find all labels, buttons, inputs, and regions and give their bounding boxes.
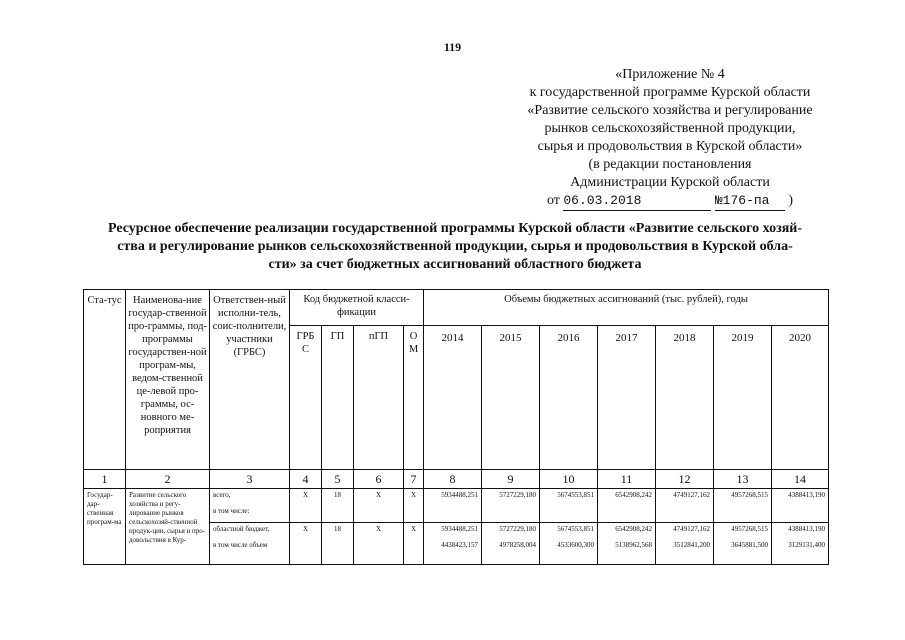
cell-gp: 18 — [322, 489, 354, 523]
value-total: 5934488,251 — [441, 525, 479, 533]
document-heading — [70, 220, 840, 274]
cell-om: X — [404, 489, 424, 523]
cell-value: 5727229,180 — [482, 489, 540, 523]
cell-value — [482, 523, 540, 565]
from-label: от — [546, 193, 560, 208]
value-regional: 3129131,400 — [788, 541, 826, 549]
heading-line: сти» за счет бюджетных ассигнований областного бюджета — [268, 257, 642, 272]
page-number: 119 — [443, 40, 462, 54]
appendix-date-line — [480, 192, 860, 211]
decree-number: №176-па — [715, 192, 785, 211]
appendix-line: «Развитие сельского хозяйства и регулирование — [527, 103, 813, 118]
cell-gp: 18 — [322, 523, 354, 565]
column-number: 1 — [84, 470, 126, 489]
cell-value: 4957268,515 — [714, 489, 772, 523]
header-year: 2019 — [714, 326, 772, 470]
value-total: 6542908,242 — [615, 525, 653, 533]
header-year: 2018 — [656, 326, 714, 470]
value-total: 4388413,190 — [788, 525, 826, 533]
column-number: 5 — [322, 470, 354, 489]
responsible-line: областной бюджет, — [213, 525, 270, 533]
decree-date: 06.03.2018 — [563, 192, 711, 211]
header-year: 2020 — [772, 326, 829, 470]
responsible-line: в том числе объем — [213, 541, 268, 549]
responsible-line: всего, — [213, 491, 231, 499]
cell-grbs: X — [290, 523, 322, 565]
cell-value: 4749127,162 — [656, 489, 714, 523]
header-responsible: Ответствен-ный исполни-тель, соис-полнители, участники (ГРБС) — [210, 290, 290, 470]
appendix-line: Администрации Курской области — [570, 175, 770, 190]
appendix-line: рынков сельскохозяйственной продукции, — [544, 121, 796, 136]
appendix-line: «Приложение № 4 — [615, 67, 725, 82]
header-volumes: Объемы бюджетных ассигнований (тыс. рублей), годы — [424, 290, 829, 326]
closing-paren: ) — [788, 193, 794, 208]
header-gp: ГП — [322, 326, 354, 470]
column-number: 11 — [598, 470, 656, 489]
value-regional: 5138962,568 — [615, 541, 653, 549]
heading-line: ства и регулирование рынков сельскохозяйственной продукции, сырья и продовольствия в Курской обла- — [117, 239, 793, 254]
column-number: 3 — [210, 470, 290, 489]
cell-value — [540, 523, 598, 565]
header-year: 2014 — [424, 326, 482, 470]
column-number: 12 — [656, 470, 714, 489]
cell-om: X — [404, 523, 424, 565]
cell-pgp: X — [354, 523, 404, 565]
cell-value: 5934488,251 — [424, 489, 482, 523]
cell-grbs: X — [290, 489, 322, 523]
cell-value — [772, 523, 829, 565]
header-year: 2017 — [598, 326, 656, 470]
column-number: 7 — [404, 470, 424, 489]
column-number: 4 — [290, 470, 322, 489]
column-number: 13 — [714, 470, 772, 489]
cell-value: 4388413,190 — [772, 489, 829, 523]
header-budget-code: Код бюджетной класси-фикации — [290, 290, 424, 326]
cell-value — [424, 523, 482, 565]
column-number: 2 — [126, 470, 210, 489]
column-number: 8 — [424, 470, 482, 489]
header-pgp: пГП — [354, 326, 404, 470]
cell-value — [598, 523, 656, 565]
header-name: Наименова-ние государ-ственной про-граммы, под-программы государствен-ной програм-мы, ведом-ственной це-левой про-граммы, ос-новного ме-роприятия — [126, 290, 210, 470]
value-regional: 3645881,500 — [731, 541, 769, 549]
header-status: Ста-тус — [84, 290, 126, 470]
appendix-line: сырья и продовольствия в Курской области» — [537, 139, 803, 154]
header-grbs: ГРБ С — [290, 326, 322, 470]
value-regional: 4438423,157 — [441, 541, 479, 549]
value-regional: 4978258,004 — [499, 541, 537, 549]
value-total: 4957268,515 — [731, 525, 769, 533]
column-number: 9 — [482, 470, 540, 489]
row-responsible — [210, 489, 290, 523]
value-regional: 3512841,200 — [673, 541, 711, 549]
value-total: 5674553,851 — [557, 525, 595, 533]
cell-value: 6542908,242 — [598, 489, 656, 523]
value-total: 4749127,162 — [673, 525, 711, 533]
appendix-line: (в редакции постановления — [588, 157, 752, 172]
cell-value — [656, 523, 714, 565]
cell-value: 5674553,851 — [540, 489, 598, 523]
row-status: Государ-дар-ственная програм-ма — [84, 489, 126, 565]
column-number: 6 — [354, 470, 404, 489]
row-name: Развитие сельского хозяйства и регу-лирование рынков сельскохозяй-ственной продук-ции, сырья и про-довольствия в Кур- — [126, 489, 210, 565]
header-year: 2016 — [540, 326, 598, 470]
value-regional: 4533600,300 — [557, 541, 595, 549]
column-number: 14 — [772, 470, 829, 489]
header-year: 2015 — [482, 326, 540, 470]
appendix-block — [480, 66, 860, 211]
cell-pgp: X — [354, 489, 404, 523]
appendix-line: к государственной программе Курской области — [529, 85, 811, 100]
row-responsible — [210, 523, 290, 565]
header-om: О М — [404, 326, 424, 470]
column-number: 10 — [540, 470, 598, 489]
heading-line: Ресурсное обеспечение реализации государственной программы Курской области «Развитие сельского хозяй- — [107, 221, 803, 236]
responsible-line: в том числе: — [213, 507, 250, 515]
value-total: 5727229,180 — [499, 525, 537, 533]
resource-table — [83, 289, 829, 565]
cell-value — [714, 523, 772, 565]
